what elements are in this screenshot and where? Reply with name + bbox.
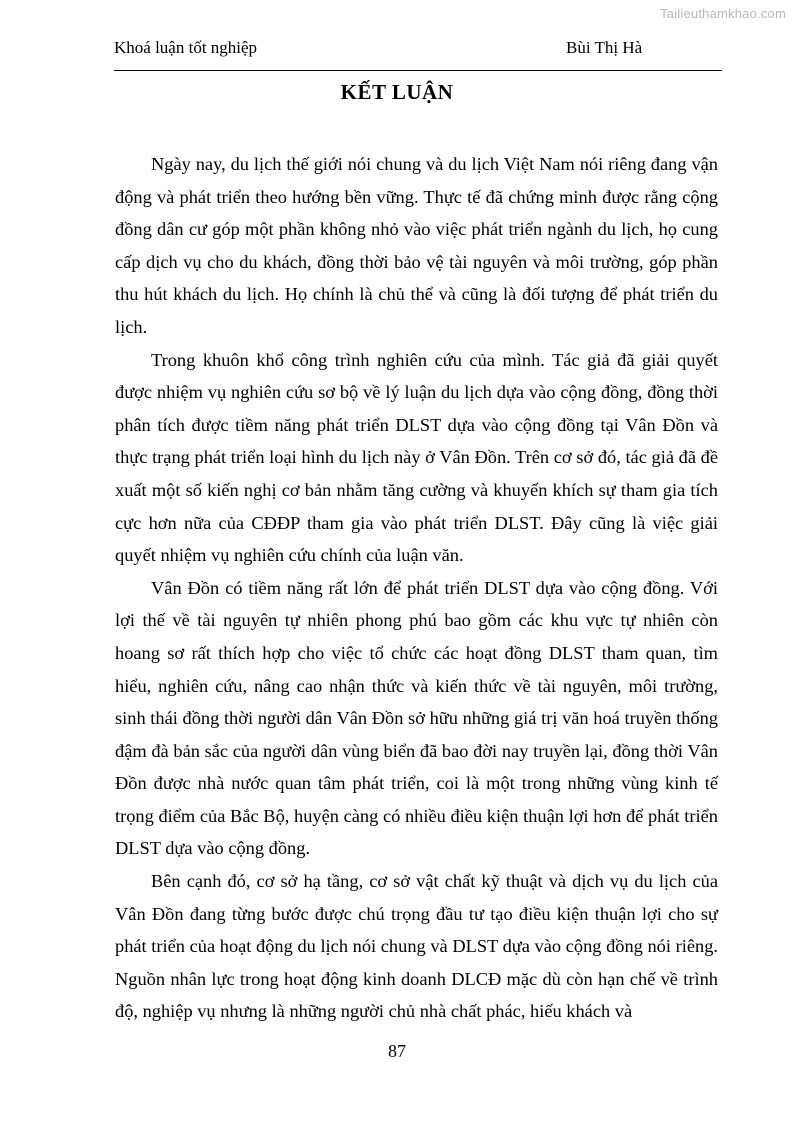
paragraph: Vân Đồn có tiềm năng rất lớn để phát triển DLST dựa vào cộng đồng. Với lợi thế về tài nguyên tự nhiên phong phú bao gồm các khu vực tự nhiên còn hoang sơ rất thích hợp cho việc tổ chức các hoạt đồng DLST tham quan, tìm hiểu, nghiên cứu, nâng cao nhận thức và kiến thức về tài nguyên, môi trường, sinh thái đồng thời người dân Vân Đồn sở hữu những giá trị văn hoá truyền thống đậm đà bản sắc của người dân vùng biển đã bao đời nay truyền lại, đồng thời Vân Đồn được nhà nước quan tâm phát triển, coi là một trong những vùng kinh tế trọng điểm của Bắc Bộ, huyện càng có nhiều điều kiện thuận lợi hơn để phát triển DLST dựa vào cộng đồng.	[115, 577, 718, 859]
header-thesis-label: Khoá luận tốt nghiệp	[114, 38, 258, 57]
paragraph: Ngày nay, du lịch thế giới nói chung và du lịch Việt Nam nói riêng đang vận động và phát triển theo hướng bền vững. Thực tế đã chứng minh được rằng cộng đồng dân cư góp một phần không nhỏ vào việc phát triển ngành du lịch, họ cung cấp dịch vụ cho du khách, đồng thời bảo vệ tài nguyên và môi trường, góp phần thu hút khách du lịch. Họ chính là chủ thể và cũng là đối tượng để phát triển du lịch.	[115, 154, 718, 337]
header-author-name: Bùi Thị Hà	[566, 38, 643, 57]
page-header	[114, 38, 722, 71]
section-title: KẾT LUẬN	[340, 80, 454, 104]
paragraph: Bên cạnh đó, cơ sở hạ tầng, cơ sở vật chất kỹ thuật và dịch vụ du lịch của Vân Đồn đang từng bước được chú trọng đầu tư tạo điều kiện thuận lợi cho sự phát triển của hoạt động du lịch nói chung và DLST dựa vào cộng đồng nói riêng. Nguồn nhân lực trong hoạt động kinh doanh DLCĐ mặc dù còn hạn chế về trình độ, nghiệp vụ nhưng là những người chủ nhà chất phác, hiếu khách và	[115, 871, 718, 1022]
page-number: 87	[388, 1041, 406, 1061]
watermark: Tailieuthamkhao.com	[660, 6, 786, 21]
paragraph: Trong khuôn khổ công trình nghiên cứu của mình. Tác giả đã giải quyết được nhiệm vụ nghiên cứu sơ bộ về lý luận du lịch dựa vào cộng đồng, đồng thời phân tích được tiềm năng phát triển DLST dựa vào cộng đồng tại Vân Đồn và thực trạng phát triển loại hình du lịch này ở Vân Đồn. Trên cơ sở đó, tác giả đã đề xuất một số kiến nghị cơ bản nhằm tăng cường và khuyến khích sự tham gia tích cực hơn nữa của CĐĐP tham gia vào phát triển DLST. Đây cũng là việc giải quyết nhiệm vụ nghiên cứu chính của luận văn.	[115, 349, 718, 566]
body-text	[115, 148, 718, 1028]
